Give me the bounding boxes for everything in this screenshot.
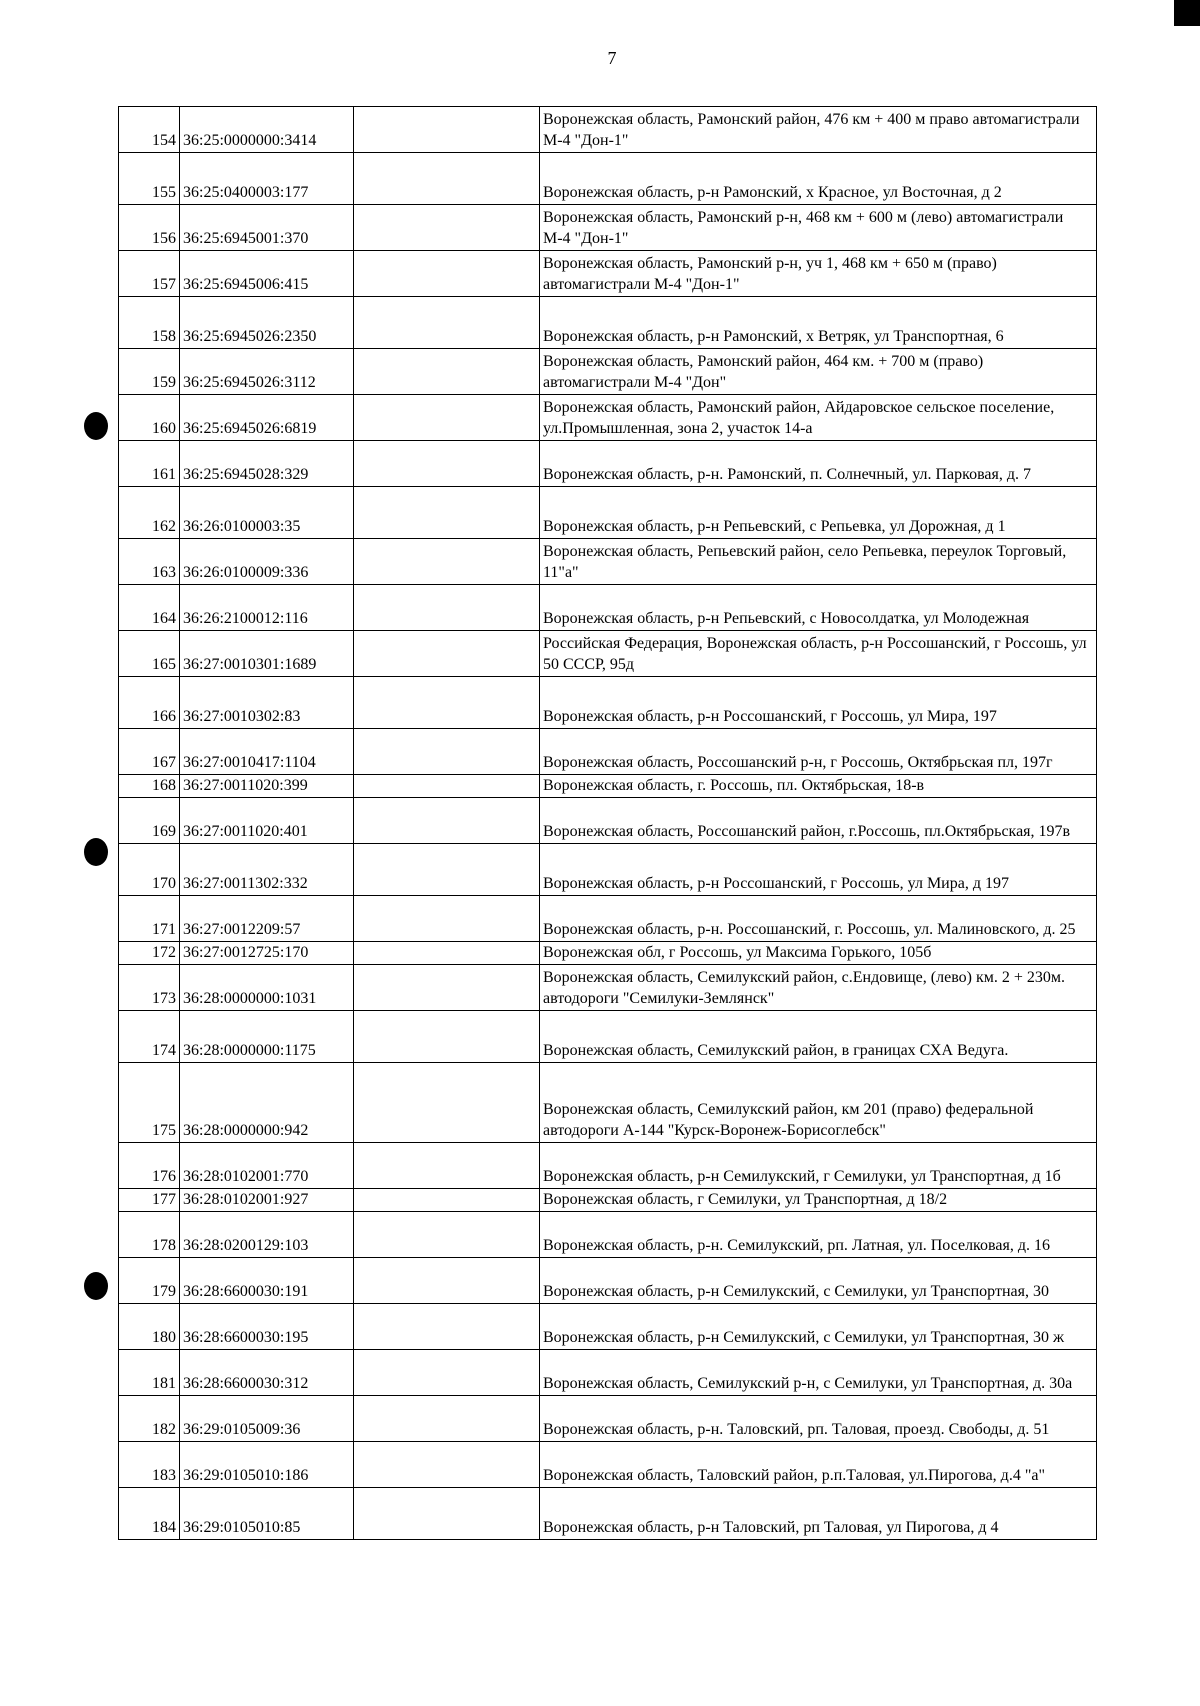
empty-column-cell [354, 107, 540, 153]
row-number-cell: 175 [119, 1063, 180, 1143]
empty-column-cell [354, 1258, 540, 1304]
empty-column-cell [354, 942, 540, 965]
row-number-cell: 165 [119, 631, 180, 677]
address-cell: Воронежская область, р-н Семилукский, г Семилуки, ул Транспортная, д 1б [540, 1143, 1097, 1189]
row-number-cell: 182 [119, 1396, 180, 1442]
table-row [119, 896, 1097, 942]
address-cell: Воронежская область, р-н Рамонский, х Ветряк, ул Транспортная, 6 [540, 297, 1097, 349]
registry-table [118, 106, 1097, 1540]
table-row [119, 1143, 1097, 1189]
address-cell: Воронежская область, р-н Россошанский, г Россошь, ул Мира, д 197 [540, 844, 1097, 896]
address-cell: Воронежская область, р-н Рамонский, х Красное, ул Восточная, д 2 [540, 153, 1097, 205]
address-cell: Воронежская область, р-н Семилукский, с Семилуки, ул Транспортная, 30 ж [540, 1304, 1097, 1350]
empty-column-cell [354, 1350, 540, 1396]
row-number-cell: 159 [119, 349, 180, 395]
row-number-cell: 176 [119, 1143, 180, 1189]
table-row [119, 1189, 1097, 1212]
address-cell: Воронежская область, р-н Репьевский, с Новосолдатка, ул Молодежная [540, 585, 1097, 631]
cadastral-number-cell: 36:28:6600030:195 [180, 1304, 354, 1350]
empty-column-cell [354, 205, 540, 251]
table-row [119, 395, 1097, 441]
row-number-cell: 183 [119, 1442, 180, 1488]
table-row [119, 585, 1097, 631]
row-number-cell: 156 [119, 205, 180, 251]
empty-column-cell [354, 1011, 540, 1063]
empty-column-cell [354, 844, 540, 896]
row-number-cell: 181 [119, 1350, 180, 1396]
cadastral-number-cell: 36:28:0000000:942 [180, 1063, 354, 1143]
row-number-cell: 173 [119, 965, 180, 1011]
row-number-cell: 174 [119, 1011, 180, 1063]
address-cell: Воронежская область, Рамонский р-н, 468 км + 600 м (лево) автомагистрали М-4 "Дон-1" [540, 205, 1097, 251]
address-cell: Воронежская область, г. Россошь, пл. Октябрьская, 18-в [540, 775, 1097, 798]
address-cell: Воронежская область, р-н. Таловский, рп. Таловая, проезд. Свободы, д. 51 [540, 1396, 1097, 1442]
cadastral-number-cell: 36:25:6945026:3112 [180, 349, 354, 395]
row-number-cell: 184 [119, 1488, 180, 1540]
row-number-cell: 177 [119, 1189, 180, 1212]
punch-hole-mark [84, 838, 108, 866]
empty-column-cell [354, 487, 540, 539]
cadastral-number-cell: 36:27:0011020:399 [180, 775, 354, 798]
empty-column-cell [354, 677, 540, 729]
address-cell: Воронежская область, р-н Россошанский, г Россошь, ул Мира, 197 [540, 677, 1097, 729]
row-number-cell: 168 [119, 775, 180, 798]
cadastral-number-cell: 36:25:0400003:177 [180, 153, 354, 205]
address-cell: Российская Федерация, Воронежская область, р-н Россошанский, г Россошь, ул 50 СССР, 95д [540, 631, 1097, 677]
row-number-cell: 167 [119, 729, 180, 775]
table-row [119, 1063, 1097, 1143]
empty-column-cell [354, 441, 540, 487]
empty-column-cell [354, 798, 540, 844]
cadastral-number-cell: 36:25:6945026:6819 [180, 395, 354, 441]
empty-column-cell [354, 1143, 540, 1189]
cadastral-number-cell: 36:28:0102001:927 [180, 1189, 354, 1212]
cadastral-number-cell: 36:27:0010417:1104 [180, 729, 354, 775]
address-cell: Воронежская область, Рамонский р-н, уч 1, 468 км + 650 м (право) автомагистрали М-4 "Дон-1" [540, 251, 1097, 297]
empty-column-cell [354, 297, 540, 349]
cadastral-number-cell: 36:26:0100009:336 [180, 539, 354, 585]
cadastral-number-cell: 36:27:0012209:57 [180, 896, 354, 942]
row-number-cell: 158 [119, 297, 180, 349]
empty-column-cell [354, 1063, 540, 1143]
address-cell: Воронежская область, Семилукский р-н, с Семилуки, ул Транспортная, д. 30а [540, 1350, 1097, 1396]
empty-column-cell [354, 1442, 540, 1488]
table-row [119, 1011, 1097, 1063]
cadastral-number-cell: 36:25:6945026:2350 [180, 297, 354, 349]
empty-column-cell [354, 395, 540, 441]
table-row [119, 487, 1097, 539]
table-row [119, 1442, 1097, 1488]
address-cell: Воронежская область, р-н. Рамонский, п. Солнечный, ул. Парковая, д. 7 [540, 441, 1097, 487]
row-number-cell: 162 [119, 487, 180, 539]
row-number-cell: 157 [119, 251, 180, 297]
empty-column-cell [354, 1488, 540, 1540]
empty-column-cell [354, 539, 540, 585]
empty-column-cell [354, 631, 540, 677]
table-row [119, 1304, 1097, 1350]
table-row [119, 251, 1097, 297]
cadastral-number-cell: 36:25:6945028:329 [180, 441, 354, 487]
table-row [119, 942, 1097, 965]
address-cell: Воронежская область, р-н Репьевский, с Репьевка, ул Дорожная, д 1 [540, 487, 1097, 539]
address-cell: Воронежская область, Семилукский район, км 201 (право) федеральной автодороги А-144 "Курск-Воронеж-Борисоглебск" [540, 1063, 1097, 1143]
address-cell: Воронежская область, Семилукский район, с.Ендовище, (лево) км. 2 + 230м. автодороги "Семилуки-Землянск" [540, 965, 1097, 1011]
cadastral-number-cell: 36:27:0010302:83 [180, 677, 354, 729]
cadastral-number-cell: 36:27:0011302:332 [180, 844, 354, 896]
cadastral-number-cell: 36:28:0000000:1031 [180, 965, 354, 1011]
cadastral-number-cell: 36:27:0010301:1689 [180, 631, 354, 677]
cadastral-number-cell: 36:28:0102001:770 [180, 1143, 354, 1189]
page-number: 7 [607, 48, 617, 68]
empty-column-cell [354, 965, 540, 1011]
empty-column-cell [354, 251, 540, 297]
cadastral-number-cell: 36:29:0105009:36 [180, 1396, 354, 1442]
cadastral-number-cell: 36:25:6945006:415 [180, 251, 354, 297]
table-row [119, 1258, 1097, 1304]
address-cell: Воронежская область, Семилукский район, в границах СХА Ведуга. [540, 1011, 1097, 1063]
cadastral-number-cell: 36:26:0100003:35 [180, 487, 354, 539]
table-row [119, 441, 1097, 487]
row-number-cell: 166 [119, 677, 180, 729]
row-number-cell: 178 [119, 1212, 180, 1258]
address-cell: Воронежская область, Рамонский район, 464 км. + 700 м (право) автомагистрали М-4 "Дон" [540, 349, 1097, 395]
cadastral-number-cell: 36:27:0011020:401 [180, 798, 354, 844]
scan-corner-mark [1174, 0, 1200, 26]
address-cell: Воронежская область, Репьевский район, село Репьевка, переулок Торговый, 11"а" [540, 539, 1097, 585]
row-number-cell: 164 [119, 585, 180, 631]
address-cell: Воронежская область, р-н. Семилукский, рп. Латная, ул. Поселковая, д. 16 [540, 1212, 1097, 1258]
cadastral-number-cell: 36:28:6600030:312 [180, 1350, 354, 1396]
empty-column-cell [354, 1396, 540, 1442]
row-number-cell: 155 [119, 153, 180, 205]
row-number-cell: 171 [119, 896, 180, 942]
row-number-cell: 180 [119, 1304, 180, 1350]
table-row [119, 631, 1097, 677]
address-cell: Воронежская область, г Семилуки, ул Транспортная, д 18/2 [540, 1189, 1097, 1212]
table-row [119, 775, 1097, 798]
cadastral-number-cell: 36:28:0200129:103 [180, 1212, 354, 1258]
address-cell: Воронежская область, Россошанский р-н, г Россошь, Октябрьская пл, 197г [540, 729, 1097, 775]
table-row [119, 297, 1097, 349]
cadastral-number-cell: 36:25:6945001:370 [180, 205, 354, 251]
empty-column-cell [354, 349, 540, 395]
registry-table-body [119, 107, 1097, 1540]
address-cell: Воронежская область, Рамонский район, 476 км + 400 м право автомагистрали М-4 "Дон-1" [540, 107, 1097, 153]
address-cell: Воронежская область, Таловский район, р.п.Таловая, ул.Пирогова, д.4 "а" [540, 1442, 1097, 1488]
table-row [119, 205, 1097, 251]
address-cell: Воронежская обл, г Россошь, ул Максима Горького, 105б [540, 942, 1097, 965]
address-cell: Воронежская область, р-н Семилукский, с Семилуки, ул Транспортная, 30 [540, 1258, 1097, 1304]
row-number-cell: 169 [119, 798, 180, 844]
address-cell: Воронежская область, Россошанский район, г.Россошь, пл.Октябрьская, 197в [540, 798, 1097, 844]
table-row [119, 1350, 1097, 1396]
row-number-cell: 160 [119, 395, 180, 441]
table-row [119, 729, 1097, 775]
empty-column-cell [354, 585, 540, 631]
cadastral-number-cell: 36:28:0000000:1175 [180, 1011, 354, 1063]
punch-hole-mark [84, 1272, 108, 1300]
table-row [119, 844, 1097, 896]
table-row [119, 539, 1097, 585]
empty-column-cell [354, 896, 540, 942]
cadastral-number-cell: 36:27:0012725:170 [180, 942, 354, 965]
row-number-cell: 172 [119, 942, 180, 965]
address-cell: Воронежская область, Рамонский район, Айдаровское сельское поселение, ул.Промышленная, зона 2, участок 14-а [540, 395, 1097, 441]
table-row [119, 677, 1097, 729]
table-row [119, 349, 1097, 395]
address-cell: Воронежская область, р-н. Россошанский, г. Россошь, ул. Малиновского, д. 25 [540, 896, 1097, 942]
table-row [119, 1396, 1097, 1442]
address-cell: Воронежская область, р-н Таловский, рп Таловая, ул Пирогова, д 4 [540, 1488, 1097, 1540]
cadastral-number-cell: 36:29:0105010:186 [180, 1442, 354, 1488]
row-number-cell: 170 [119, 844, 180, 896]
empty-column-cell [354, 1304, 540, 1350]
cadastral-number-cell: 36:26:2100012:116 [180, 585, 354, 631]
table-row [119, 1212, 1097, 1258]
row-number-cell: 154 [119, 107, 180, 153]
empty-column-cell [354, 775, 540, 798]
table-row [119, 798, 1097, 844]
row-number-cell: 179 [119, 1258, 180, 1304]
empty-column-cell [354, 1189, 540, 1212]
table-row [119, 965, 1097, 1011]
cadastral-number-cell: 36:28:6600030:191 [180, 1258, 354, 1304]
table-row [119, 153, 1097, 205]
empty-column-cell [354, 1212, 540, 1258]
empty-column-cell [354, 153, 540, 205]
row-number-cell: 163 [119, 539, 180, 585]
row-number-cell: 161 [119, 441, 180, 487]
table-row [119, 107, 1097, 153]
punch-hole-mark [84, 412, 108, 440]
cadastral-number-cell: 36:25:0000000:3414 [180, 107, 354, 153]
table-row [119, 1488, 1097, 1540]
cadastral-number-cell: 36:29:0105010:85 [180, 1488, 354, 1540]
empty-column-cell [354, 729, 540, 775]
